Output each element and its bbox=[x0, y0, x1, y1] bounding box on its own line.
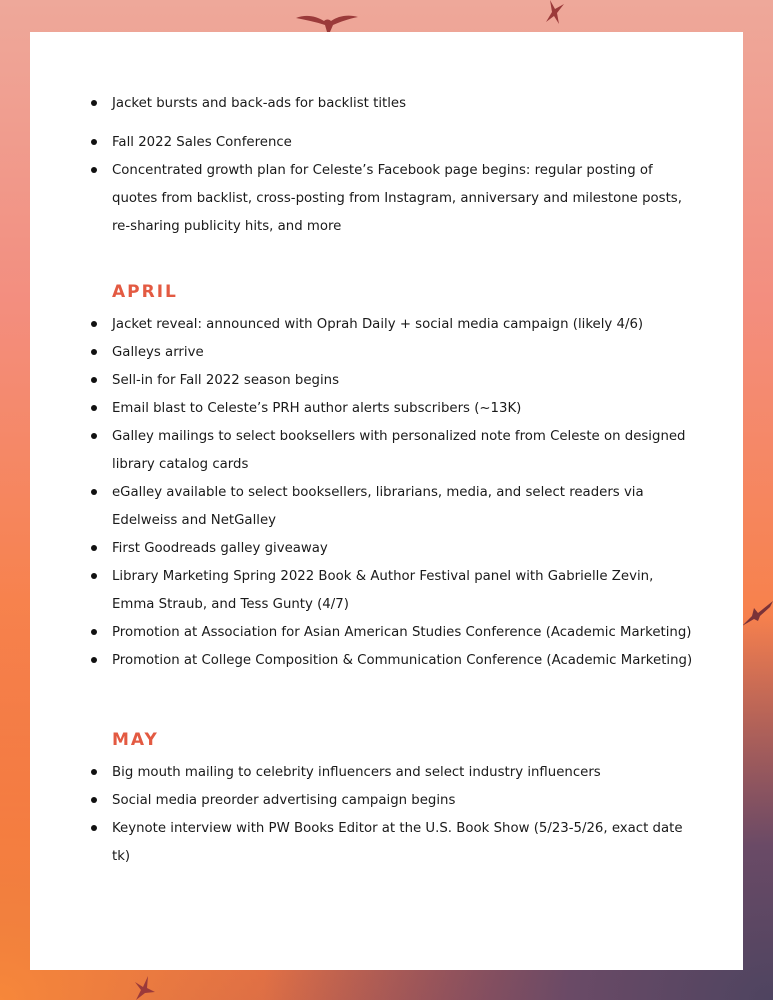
list-item: Promotion at College Composition & Communication Conference (Academic Marketing) bbox=[30, 647, 743, 675]
list-item: First Goodreads galley giveaway bbox=[30, 535, 743, 563]
list-item: Concentrated growth plan for Celeste’s Facebook page begins: regular posting of quotes from backlist, cross-posting from Instagram, anniversary and milestone posts, re-sharing publicity hits, and more bbox=[30, 157, 743, 241]
intro-bullet-list bbox=[30, 90, 743, 241]
section-heading-may: MAY bbox=[112, 730, 159, 750]
bird-silhouette-icon bbox=[296, 8, 358, 34]
list-item: Fall 2022 Sales Conference bbox=[30, 129, 743, 157]
list-item: Sell-in for Fall 2022 season begins bbox=[30, 367, 743, 395]
bird-silhouette-icon bbox=[544, 0, 566, 26]
list-item: Library Marketing Spring 2022 Book & Author Festival panel with Gabrielle Zevin, Emma Straub, and Tess Gunty (4/7) bbox=[30, 563, 743, 619]
april-bullet-list bbox=[30, 311, 743, 675]
list-item: Jacket bursts and back-ads for backlist titles bbox=[30, 90, 743, 118]
list-item: Keynote interview with PW Books Editor at the U.S. Book Show (5/23-5/26, exact date tk) bbox=[30, 815, 743, 871]
section-heading-april: APRIL bbox=[112, 282, 178, 302]
list-item: Email blast to Celeste’s PRH author alerts subscribers (~13K) bbox=[30, 395, 743, 423]
list-item: Promotion at Association for Asian American Studies Conference (Academic Marketing) bbox=[30, 619, 743, 647]
bird-silhouette-icon bbox=[742, 598, 773, 628]
may-bullet-list bbox=[30, 759, 743, 871]
list-item: Big mouth mailing to celebrity influencers and select industry influencers bbox=[30, 759, 743, 787]
document-page bbox=[30, 32, 743, 970]
list-item: eGalley available to select booksellers, librarians, media, and select readers via Edelweiss and NetGalley bbox=[30, 479, 743, 535]
list-item: Galleys arrive bbox=[30, 339, 743, 367]
list-item: Jacket reveal: announced with Oprah Daily + social media campaign (likely 4/6) bbox=[30, 311, 743, 339]
bird-silhouette-icon bbox=[132, 976, 156, 1000]
list-item: Social media preorder advertising campaign begins bbox=[30, 787, 743, 815]
list-item: Galley mailings to select booksellers with personalized note from Celeste on designed library catalog cards bbox=[30, 423, 743, 479]
